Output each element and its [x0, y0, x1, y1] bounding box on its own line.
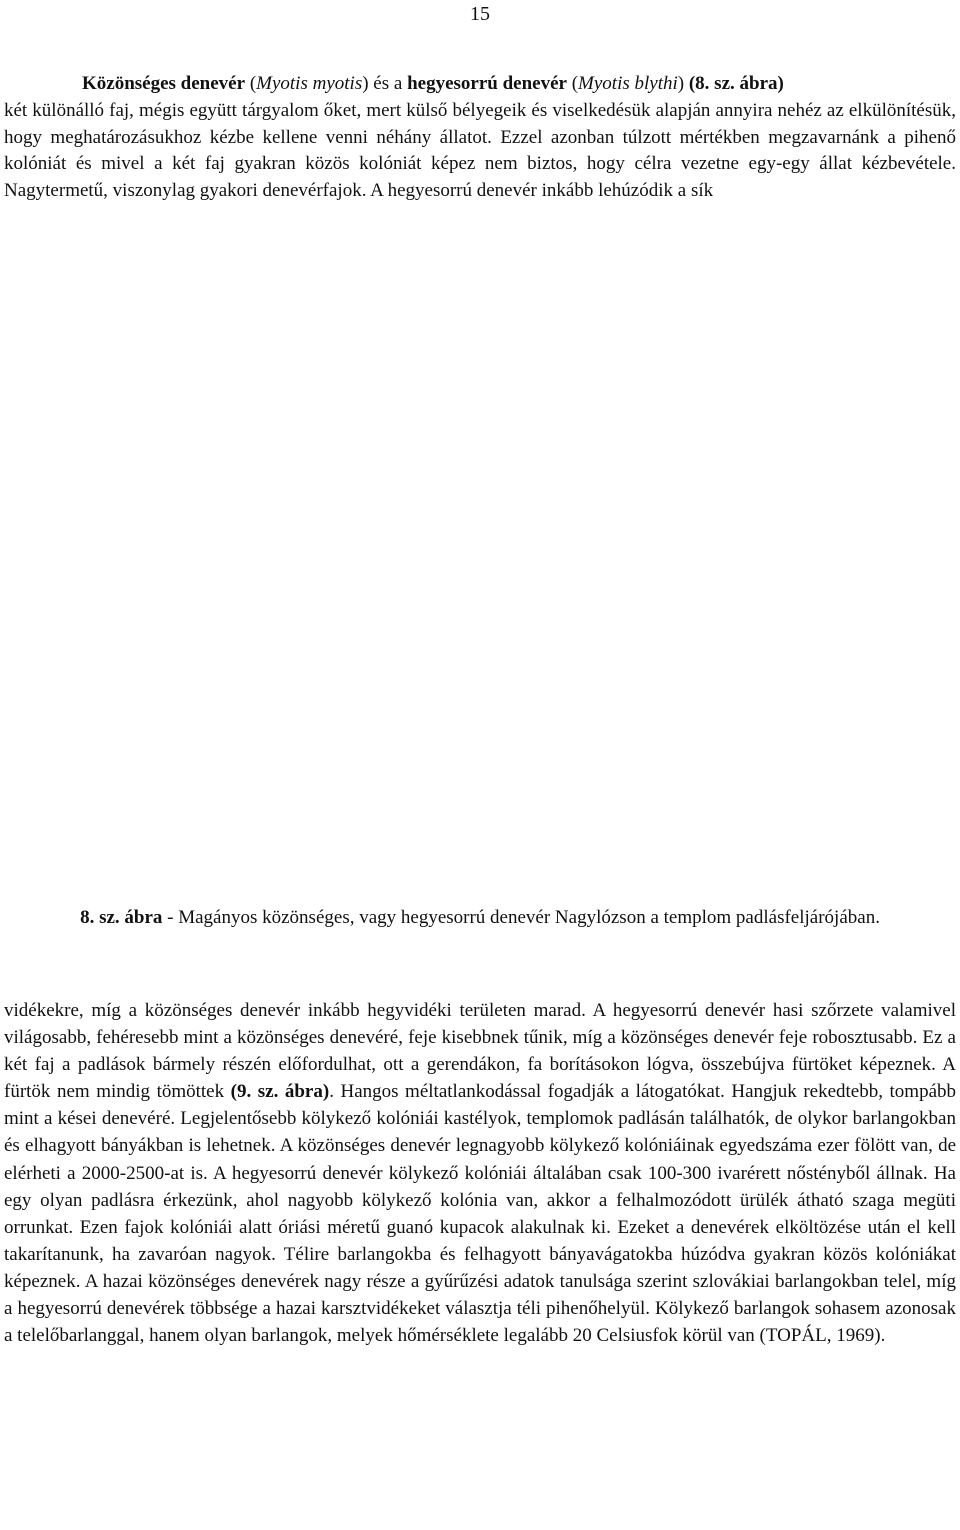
caption-label: 8. sz. ábra	[80, 907, 163, 928]
description-text-1: vidékekre, míg a közönséges denevér inkább hegyvidéki területen marad. A hegyesorrú denevér hasi szőrzete valamivel világosabb, fehéresebb mint a közönséges denevéré, feje kisebbnek tűnik, míg a közönséges denevér feje robosztusabb. Ez a két faj a padlások bármely részén előfordulhat, ott a gerendákon, fa borításokon lógva, összebújva fürtöket képeznek. A fürtök nem mindig tömöttek	[4, 1000, 956, 1103]
intro-first-line	[4, 71, 956, 98]
common-bat-name: Közönséges denevér	[82, 73, 246, 94]
common-bat-latin: Myotis myotis	[256, 73, 363, 94]
pointed-bat-latin: Myotis blythi	[578, 73, 678, 94]
figure-8-caption	[0, 904, 960, 931]
figure-8-image-area	[4, 268, 956, 888]
intro-paragraph	[4, 71, 956, 205]
page-number: 15	[470, 3, 490, 25]
connector-2: )	[677, 73, 689, 94]
pointed-bat-name: hegyesorrú denevér	[407, 73, 567, 94]
description-text-2: . Hangos méltatlankodással fogadják a látogatókat. Hangjuk rekedtebb, tompább mint a kései denevéré. Legjelentősebb kölykező kolóniái kastélyok, templomok padlásán találhatók, de olykor barlangokban és elhagyott bányákban is lehetnek. A közönséges denevér legnagyobb kölykező kolóniáinak egyedszáma ezer fölött van, de elérheti a 2000-2500-at is. A hegyesorrú denevér kölykező kolóniái általában csak 100-300 ivarérett nőstényből állnak. Ha egy olyan padlásra érkezünk, ahol nagyobb kölykező kolónia van, akkor a felhalmozódott ürülék átható szaga megüti orrunkat. Ezen fajok kolóniái alatt óriási méretű guanó kupacok alakulnak ki. Ezeket a denevérek elköltözése után el kell takarítanunk, ha zavaróan nagyok. Télire barlangokba és felhagyott bányavágatokba húzódva gyakran közös kolóniákat képeznek. A hazai közönséges denevérek nagy része a gyűrűzési adatok tanulsága szerint szlovákiai barlangokban telel, míg a hegyesorrú denevérek többsége a hazai karsztvidékeket választja téli pihenőhelyül. Kölykező barlangok sohasem azonosak a telelőbarlanggal, hanem olyan barlangok, melyek hőmérséklete legalább 20 Celsiusfok körül van (TOPÁL, 1969).	[4, 1081, 957, 1347]
paren-open-2: (	[566, 73, 579, 94]
connector-1: ) és a	[362, 73, 408, 94]
figure-9-reference: (9. sz. ábra)	[230, 1081, 330, 1103]
caption-text: - Magányos közönséges, vagy hegyesorrú denevér Nagylózson a templom padlásfeljárójában.	[162, 907, 880, 928]
paren-open-1: (	[245, 73, 257, 94]
description-paragraph	[4, 997, 956, 1349]
intro-body-text: két különálló faj, mégis együtt tárgyalom őket, mert külső bélyegeik és viselkedésük alapján annyira nehéz az elkülönítésük, hogy meghatározásukhoz kézbe kellene venni néhány állatot. Ezzel azonban túlzott mértékben megzavarnánk a pihenő kolóniát és mivel a két faj gyakran közös kolóniát képez nem biztos, hogy célra vezetne egy-egy állat kézbevétele. Nagytermetű, viszonylag gyakori denevérfajok. A hegyesorrú denevér inkább lehúzódik a sík	[4, 99, 956, 202]
figure-8-reference: (8. sz. ábra)	[688, 73, 784, 94]
